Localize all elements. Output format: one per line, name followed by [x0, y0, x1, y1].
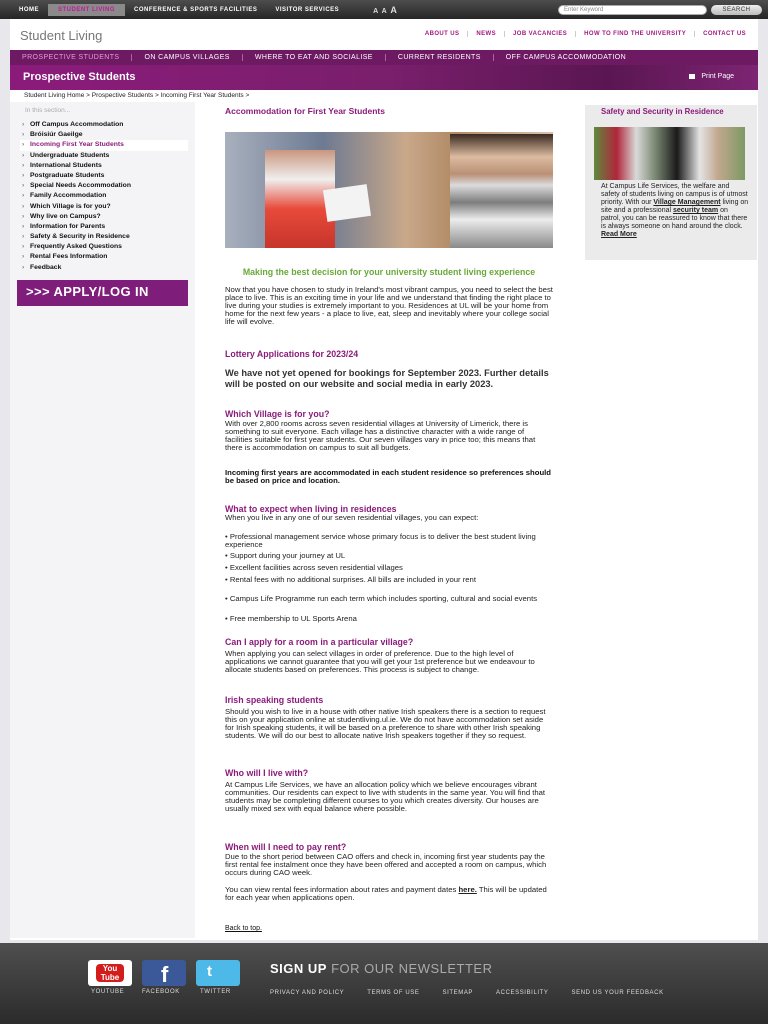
link-job-vacancies[interactable]: JOB VACANCIES [504, 31, 575, 37]
mainnav-prospective[interactable]: PROSPECTIVE STUDENTS [22, 54, 120, 61]
sidebar-list [20, 120, 188, 273]
sidebar-item[interactable]: › Bróisiúr Gaeilge [20, 130, 188, 140]
footer-link-privacy[interactable]: PRIVACY AND POLICY [270, 990, 345, 996]
topnav-student-living[interactable]: STUDENT LIVING [48, 4, 125, 16]
sidebar-item[interactable]: › Family Accommodation [20, 191, 188, 201]
mainnav-eat[interactable]: WHERE TO EAT AND SOCIALISE [242, 54, 385, 61]
footer [0, 943, 768, 1024]
sidebar-item-current[interactable]: › Incoming First Year Students [20, 140, 188, 150]
expect-bullet: • Free membership to UL Sports Arena [225, 614, 357, 623]
topnav-visitor[interactable]: VISITOR SERVICES [275, 6, 340, 13]
apply-village-heading: Can I apply for a room in a particular village? [225, 637, 414, 647]
link-about-us[interactable]: ABOUT US [424, 31, 460, 37]
page-title: Prospective Students [23, 71, 136, 83]
irish-heading: Irish speaking students [225, 695, 324, 705]
sidebar-item[interactable]: › Off Campus Accommodation [20, 120, 188, 130]
safety-text-3: on patrol, you can be reassured to know that there is always someone on hand around the clock. [601, 207, 748, 230]
security-staff-photo [594, 127, 745, 180]
footer-link-sitemap[interactable]: SITEMAP [442, 990, 474, 996]
footer-links [270, 990, 687, 996]
expect-heading: What to expect when living in residences [225, 504, 397, 514]
secondary-nav [417, 31, 754, 37]
sidebar-item[interactable]: › Safety & Security in Residence [20, 232, 188, 242]
site-header [10, 19, 758, 50]
link-contact-us[interactable]: CONTACT US [694, 31, 754, 37]
newsletter-signup[interactable] [270, 961, 492, 976]
who-heading: Who will I live with? [225, 768, 309, 778]
who-text: At Campus Life Services, we have an allocation policy which we believe encourages vibrant communities. Our residents can expect to live with students in the same year. You will find that students may be completing different courses to you which creates diversity. Our houses are usually mixed sex with equal balance where possible. [225, 780, 546, 813]
facebook-icon[interactable] [142, 960, 186, 986]
mainnav-villages[interactable]: ON CAMPUS VILLAGES [131, 54, 241, 61]
facebook-glyph: f [161, 962, 169, 987]
safety-text-2: living on site and a professional [601, 199, 749, 214]
youtube-badge-top: You [102, 964, 118, 973]
twitter-label[interactable]: TWITTER [200, 989, 231, 995]
sidebar-item[interactable]: › Special Needs Accommodation [20, 181, 188, 191]
security-team-link[interactable]: security team [673, 207, 719, 214]
irish-text: Should you wish to live in a house with other native Irish speakers there is a section to request this on your application online at studentliving.ul.ie. We do not have accommodation set aside for Irish speaking students, it will be based on a preference to share with other Irish speaking students. We will do our best to allocate native Irish speakers together if they so request. [225, 707, 546, 740]
mainnav-current[interactable]: CURRENT RESIDENTS [385, 54, 493, 61]
rent-text: Due to the short period between CAO offers and check in, incoming first year students pay the first rental fee instalment once they have been offered and accepted a room on campus, which occurs during CAO week. [225, 852, 547, 877]
sidebar [10, 102, 195, 938]
content-title: Accommodation for First Year Students [225, 106, 385, 116]
breadcrumb[interactable]: Student Living Home > Prospective Students > Incoming First Year Students > [10, 90, 758, 102]
footer-link-terms[interactable]: TERMS OF USE [367, 990, 420, 996]
paper-sheet [323, 184, 371, 222]
newsletter-signup-label: SIGN UP [270, 961, 327, 976]
expect-bullet: • Rental fees with no additional surprises. All bills are included in your rent [225, 575, 476, 584]
sidebar-item[interactable]: › Undergraduate Students [20, 151, 188, 161]
sidebar-item[interactable]: › Information for Parents [20, 222, 188, 232]
expect-bullet: • Campus Life Programme run each term which includes sporting, cultural and social events [225, 594, 538, 603]
lottery-text: We have not yet opened for bookings for September 2023. Further details will be posted on our website and social media in early 2023. [225, 368, 549, 389]
expect-bullet: • Professional management service whose primary focus is to deliver the best student living experience [225, 532, 536, 549]
top-nav [10, 4, 348, 16]
sidebar-item[interactable]: › Feedback [20, 263, 188, 273]
apply-login-button[interactable]: >>> APPLY/LOG IN [17, 280, 188, 306]
link-news[interactable]: NEWS [467, 31, 504, 37]
font-size-large[interactable]: A [390, 4, 398, 15]
sidebar-item[interactable]: › International Students [20, 161, 188, 171]
apply-village-text: When applying you can select villages in order of preference. Due to the high level of applications we cannot guarantee that you will get your 1st preference but we endeavour to allocate students based on preferences. This process is subject to change. [225, 649, 535, 674]
print-page-button[interactable] [689, 73, 734, 80]
youtube-icon[interactable] [88, 960, 132, 986]
font-size-controls[interactable] [373, 5, 398, 15]
topnav-home[interactable]: HOME [19, 6, 39, 13]
topnav-conference[interactable]: CONFERENCE & SPORTS FACILITIES [134, 6, 258, 13]
twitter-icon[interactable] [196, 960, 240, 986]
safety-heading[interactable]: Safety and Security in Residence [601, 107, 724, 116]
expect-intro: When you live in any one of our seven residential villages, you can expect: [225, 513, 479, 522]
which-village-text: With over 2,800 rooms across seven residential villages at University of Limerick, there is something to suit everyone. Each village has a distinctive character with a wide range of facilities suitable for first year students. Our seven villages vary in price too; this means that there is accommodation on campus to suit all budgets. [225, 419, 536, 452]
village-management-link[interactable]: Village Management [653, 199, 721, 206]
sidebar-item[interactable]: › Which Village is for you? [20, 202, 188, 212]
youtube-label[interactable]: YOUTUBE [91, 989, 125, 995]
footer-link-accessibility[interactable]: ACCESSIBILITY [496, 990, 549, 996]
expect-bullet: • Excellent facilities across seven residential villages [225, 563, 403, 572]
mainnav-off-campus[interactable]: OFF CAMPUS ACCOMMODATION [493, 54, 638, 61]
read-more-link[interactable]: Read More [601, 231, 637, 238]
page-banner [10, 65, 758, 90]
sidebar-item[interactable]: › Postgraduate Students [20, 171, 188, 181]
newsletter-label: FOR OUR NEWSLETTER [326, 961, 493, 976]
sidebar-item[interactable]: › Why live on Campus? [20, 212, 188, 222]
facebook-label[interactable]: FACEBOOK [142, 989, 180, 995]
logo[interactable]: Student Living [20, 28, 103, 43]
student-figure-right [450, 134, 553, 248]
which-village-heading: Which Village is for you? [225, 409, 330, 419]
sidebar-heading: In this section... [25, 107, 71, 114]
fees-here-link[interactable]: here. [458, 885, 477, 894]
lottery-heading: Lottery Applications for 2023/24 [225, 349, 359, 359]
footer-link-feedback[interactable]: SEND US YOUR FEEDBACK [571, 990, 664, 996]
twitter-glyph: t [207, 963, 212, 980]
print-icon [689, 74, 695, 79]
main-nav [10, 50, 758, 65]
print-label: Print Page [701, 73, 734, 80]
safety-text-1: At Campus Life Services, the welfare and safety of students living on campus is of utmost priority. With our [601, 183, 748, 206]
back-to-top-link[interactable]: Back to top. [225, 925, 262, 932]
fees-text-1: You can view rental fees information about rates and payment dates [225, 885, 459, 894]
safety-text [601, 183, 749, 239]
which-village-bold: Incoming first years are accommodated in each student residence so preferences should be based on price and location. [225, 468, 551, 485]
sidebar-item[interactable]: › Rental Fees Information [20, 252, 188, 262]
search-button[interactable]: SEARCH [711, 5, 762, 15]
rent-heading: When will I need to pay rent? [225, 842, 347, 852]
sidebar-item[interactable]: › Frequently Asked Questions [20, 242, 188, 252]
safety-panel [585, 105, 757, 260]
students-photo [225, 132, 553, 248]
link-find-university[interactable]: HOW TO FIND THE UNIVERSITY [575, 31, 694, 37]
search-input[interactable]: Enter Keyword [558, 5, 707, 15]
font-size-small[interactable]: A A [373, 7, 388, 15]
green-heading: Making the best decision for your university student living experience [242, 267, 536, 277]
fees-text-2: This will be updated for each year when applications open. [225, 885, 547, 902]
fees-text [225, 886, 553, 902]
intro-text: Now that you have chosen to study in Ireland's most vibrant campus, you need to select the best place to live. This is an exciting time in your life and we understand that finding the right place to live during your studies is extremely important to you. Residences at UL will be your home from home for the next few years - a place to live, eat, sleep and inevitably where your college social life will evolve. [225, 285, 553, 326]
expect-bullet: • Support during your journey at UL [225, 551, 346, 560]
youtube-badge-bottom: Tube [100, 973, 120, 982]
